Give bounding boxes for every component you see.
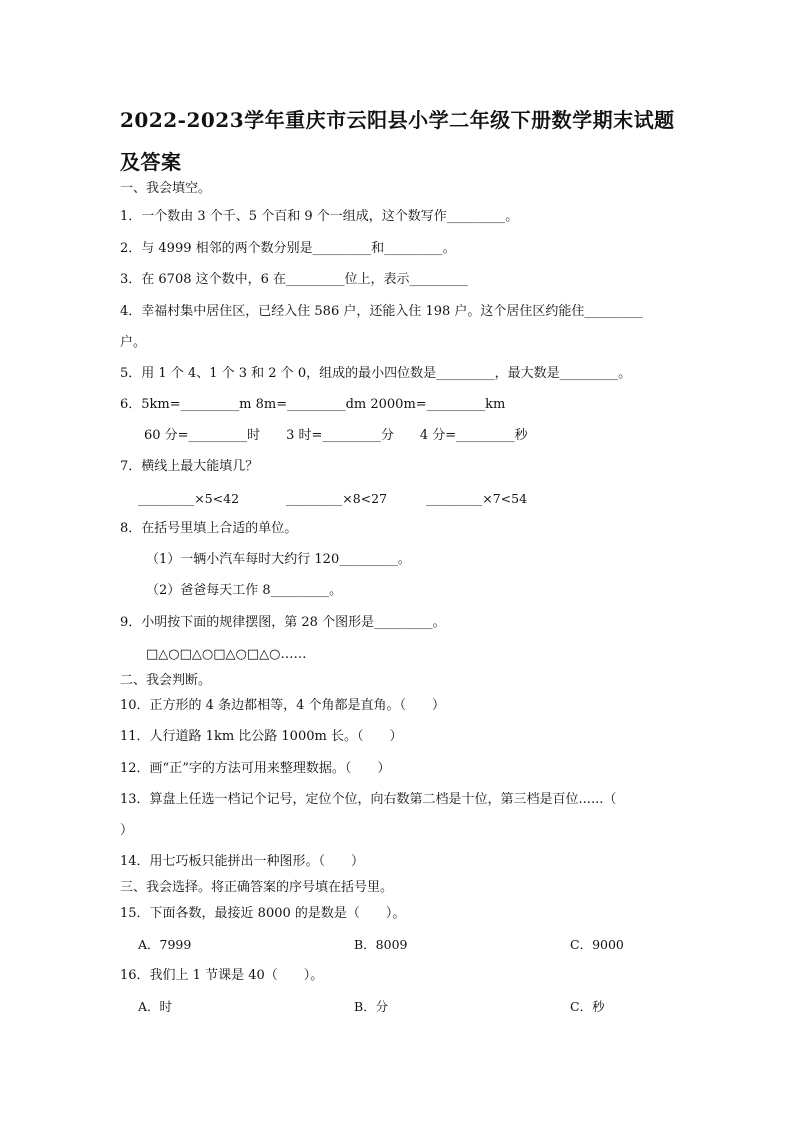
section-heading-choose: 三、我会选择。将正确答案的序号填在括号里。 [120,880,394,895]
question-4-line-1: 4．幸福村集中居住区，已经入住 586 户，还能入住 198 户。这个居住区约能住_________ [120,304,643,319]
question-8-part-1: （1）一辆小汽车每时大约行 120_________。 [146,552,411,567]
document-title-line-1: 2022-2023学年重庆市云阳县小学二年级下册数学期末试题 [120,108,675,132]
question-7-item-b: _________×8<27 [286,491,388,506]
question-15-option-a: A．7999 [138,937,192,952]
question-7: 7．横线上最大能填几？ [120,459,259,474]
question-13-line-1: 13．算盘上任选一档记个记号，定位个位，向右数第二档是十位，第三档是百位......（ [120,792,617,807]
question-10: 10．正方形的 4 条边都相等，4 个角都是直角。（ ） [120,698,445,713]
section-heading-judge: 二、我会判断。 [120,673,212,688]
question-4-line-2: 户。 [120,335,147,350]
question-11: 11．人行道路 1km 比公路 1000m 长。（ ） [120,729,403,744]
question-7-item-c: _________×7<54 [426,491,528,506]
question-7-item-a: _________×5<42 [138,491,240,506]
section-heading-fill-in: 一、我会填空。 [120,181,212,196]
question-1: 1．一个数由 3 个千、5 个百和 9 个一组成，这个数写作_________。 [120,209,519,224]
question-16-option-c: C．秒 [570,999,605,1014]
question-5: 5．用 1 个 4、1 个 3 和 2 个 0，组成的最小四位数是_________，最大数是_________。 [120,366,632,381]
question-16-option-a: A．时 [138,999,173,1014]
question-8: 8．在括号里填上合适的单位。 [120,521,298,536]
question-15: 15．下面各数，最接近 8000 的是数是（ ）。 [120,906,406,921]
document-title-line-2: 及答案 [120,150,182,174]
question-12: 12．画“正”字的方法可用来整理数据。（ ） [120,761,391,776]
question-9: 9．小明按下面的规律摆图，第 28 个图形是_________。 [120,615,446,630]
question-8-part-2: （2）爸爸每天工作 8_________。 [146,583,343,598]
question-6-line-2: 60 分=_________时 3 时=_________分 4 分=_________秒 [144,428,528,443]
question-16-option-b: B．分 [354,999,389,1014]
question-15-option-c: C．9000 [570,937,624,952]
question-9-shape-pattern: □△○□△○□△○□△○…… [146,647,307,662]
question-15-option-b: B．8009 [354,937,408,952]
question-3: 3．在 6708 这个数中，6 在_________位上，表示_________ [120,272,469,287]
question-6-line-1: 6．5km=_________m 8m=_________dm 2000m=_________km [120,397,506,412]
question-13-line-2: ） [120,823,134,838]
question-2: 2．与 4999 相邻的两个数分别是_________和_________。 [120,241,456,256]
question-16: 16．我们上 1 节课是 40（ ）。 [120,968,324,983]
question-14: 14．用七巧板只能拼出一种图形。（ ） [120,854,365,869]
